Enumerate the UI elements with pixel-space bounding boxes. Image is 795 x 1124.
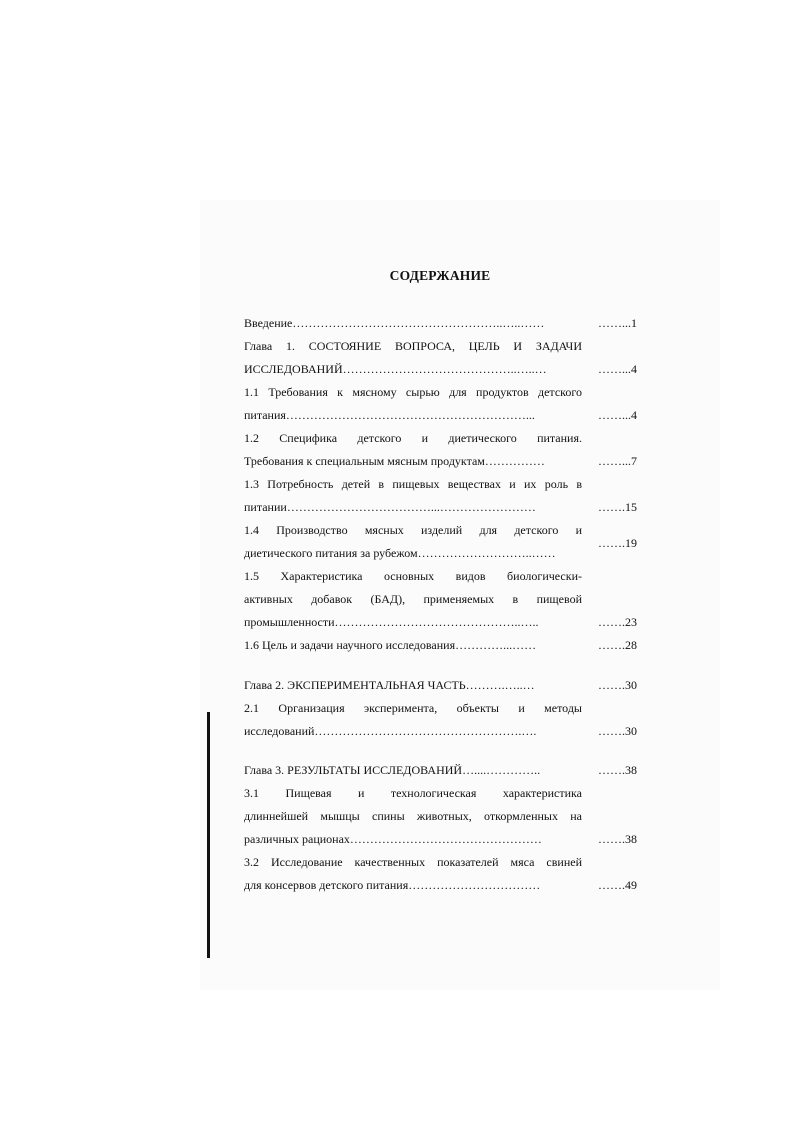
- toc-entry-1-2[interactable]: [244, 431, 637, 447]
- toc-entry-3-1-cont2[interactable]: [244, 832, 637, 848]
- toc-entry-3-1[interactable]: [244, 786, 637, 802]
- toc-entry-text: 3.2 Исследование качественных показателей мяса свиней: [244, 855, 582, 869]
- toc-entry-chapter-1[interactable]: [244, 339, 637, 355]
- toc-entry-3-2[interactable]: [244, 855, 637, 871]
- toc-entry-chapter-2[interactable]: [244, 678, 637, 694]
- toc-entry-1-5-cont2[interactable]: [244, 615, 637, 631]
- toc-entry-page: ……...4: [598, 362, 637, 376]
- toc-entry-text: Глава 3. РЕЗУЛЬТАТЫ ИССЛЕДОВАНИЙ…....…………..: [244, 763, 541, 777]
- toc-entry-1-1-cont[interactable]: [244, 408, 637, 424]
- toc-entry-1-3-cont[interactable]: [244, 500, 637, 516]
- toc-entry-page: ……...4: [598, 408, 637, 422]
- toc-entry-text: различных рационах…………………………………………: [244, 832, 542, 846]
- toc-entry-3-2-cont[interactable]: [244, 878, 637, 894]
- toc-entry-1-5[interactable]: [244, 569, 637, 585]
- toc-entry-2-1[interactable]: [244, 701, 637, 717]
- toc-entry-page: …….23: [598, 615, 637, 629]
- toc-entry-page: …….19: [598, 536, 637, 550]
- toc-entry-2-1-cont[interactable]: [244, 724, 637, 740]
- toc-entry-text: исследований…………………………………………….….: [244, 724, 537, 738]
- toc-entry-page: …….15: [598, 500, 637, 514]
- toc-entry-1-2-cont[interactable]: [244, 454, 637, 470]
- toc-entry-page: …….30: [598, 678, 637, 692]
- toc-entry-text: 1.1 Требования к мясному сырью для продуктов детского: [244, 385, 582, 399]
- toc-entry-1-5-cont[interactable]: [244, 592, 637, 608]
- toc-entry-chapter-1-cont[interactable]: [244, 362, 637, 378]
- toc-entry-text: 1.4 Производство мясных изделий для детского и: [244, 523, 582, 537]
- toc-entry-text: ИССЛЕДОВАНИЙ……………………………………..…..…: [244, 362, 547, 376]
- toc-entry-text: питании………………………………...……………………: [244, 500, 536, 514]
- toc-entry-text: 1.2 Специфика детского и диетического питания.: [244, 431, 582, 445]
- toc-entry-1-4-page[interactable]: [244, 536, 637, 552]
- toc-entry-text: активных добавок (БАД), применяемых в пищевой: [244, 592, 582, 606]
- toc-entry-text: Требования к специальным мясным продуктам……………: [244, 454, 545, 468]
- toc-entry-page: …….38: [598, 832, 637, 846]
- toc-entry-intro[interactable]: [244, 316, 637, 332]
- toc-entry-text: диетического питания за рубежом………………………..……: [244, 546, 556, 560]
- scan-edge-line: [207, 712, 210, 958]
- toc-entry-text: 1.6 Цель и задачи научного исследования…………...……: [244, 638, 537, 652]
- toc-entry-text: промышленности………………………………………..…..: [244, 615, 539, 629]
- toc-entry-text: 1.3 Потребность детей в пищевых веществах и их роль в: [244, 477, 582, 491]
- toc-entry-text: 1.5 Характеристика основных видов биологически-: [244, 569, 582, 583]
- toc-entry-1-3[interactable]: [244, 477, 637, 493]
- toc-entry-text: Глава 2. ЭКСПЕРИМЕНТАЛЬНАЯ ЧАСТЬ……….…..…: [244, 678, 535, 692]
- toc-entry-page: …….49: [598, 878, 637, 892]
- toc-entry-page: ……...7: [598, 454, 637, 468]
- toc-entry-text: длиннейшей мышцы спины животных, откормленных на: [244, 809, 582, 823]
- toc-entry-text: 3.1 Пищевая и технологическая характеристика: [244, 786, 582, 800]
- toc-entry-text: для консервов детского питания……………………………: [244, 878, 541, 892]
- toc-entry-page: …….30: [598, 724, 637, 738]
- toc-entry-text: 2.1 Организация эксперимента, объекты и методы: [244, 701, 582, 715]
- toc-entry-text: Введение……………………………………………..…..……: [244, 316, 545, 330]
- toc-entry-1-6[interactable]: [244, 638, 637, 654]
- toc-entry-1-1[interactable]: [244, 385, 637, 401]
- toc-entry-text: питания……………………………………………………...: [244, 408, 535, 422]
- toc-entry-page: …….38: [598, 763, 637, 777]
- toc-entry-page: ……...1: [598, 316, 637, 330]
- toc-entry-chapter-3[interactable]: [244, 763, 637, 779]
- toc-entry-text: Глава 1. СОСТОЯНИЕ ВОПРОСА, ЦЕЛЬ И ЗАДАЧИ: [244, 339, 582, 353]
- toc-entry-3-1-cont[interactable]: [244, 809, 637, 825]
- toc-entry-page: …….28: [598, 638, 637, 652]
- page-title: СОДЕРЖАНИЕ: [389, 268, 491, 283]
